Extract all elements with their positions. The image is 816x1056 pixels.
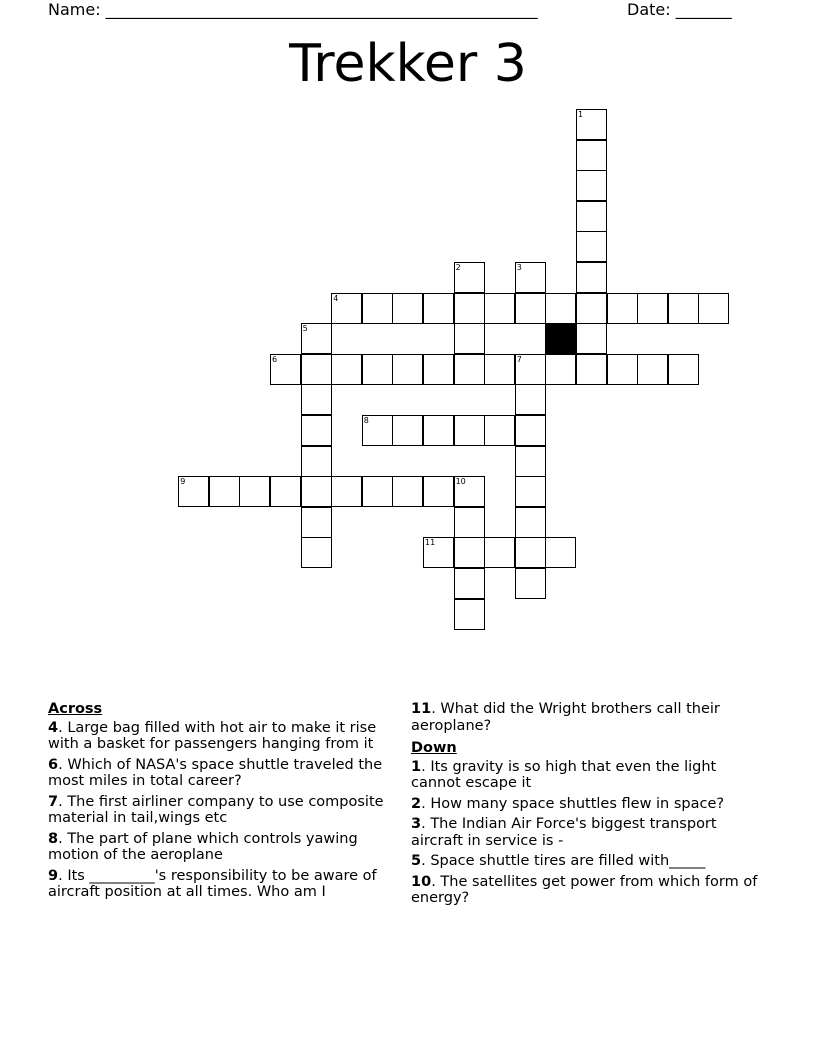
crossword-cell[interactable] [515, 415, 546, 446]
clues-column-right [411, 701, 761, 911]
crossword-cell[interactable] [454, 262, 485, 293]
crossword-cell[interactable] [454, 415, 485, 446]
crossword-cell[interactable] [545, 537, 576, 568]
cell-number: 4 [333, 293, 339, 303]
clue-number: 7 [48, 793, 59, 810]
crossword-cell[interactable] [178, 476, 209, 507]
crossword-cell[interactable] [668, 354, 699, 385]
crossword-cell[interactable] [239, 476, 270, 507]
crossword-cell[interactable] [331, 354, 362, 385]
clue-number: 8 [48, 830, 59, 847]
crossword-cell[interactable] [515, 568, 546, 599]
crossword-cell[interactable] [576, 201, 607, 232]
crossword-cell[interactable] [301, 476, 332, 507]
crossword-cell[interactable] [301, 446, 332, 477]
clue-text: The first airliner company to use composite material in tail,wings etc [48, 793, 384, 826]
clues-column-left [48, 701, 393, 905]
crossword-cell[interactable] [270, 476, 301, 507]
crossword-cell[interactable] [301, 537, 332, 568]
crossword-cell[interactable] [454, 354, 485, 385]
crossword-cell[interactable] [392, 415, 423, 446]
crossword-cell[interactable] [454, 507, 485, 538]
crossword-cell[interactable] [576, 323, 607, 354]
across-clue-9: 9. Its _________'s responsibility to be aware of aircraft position at all times. Who am I [48, 867, 377, 900]
clue-number: 10 [411, 873, 432, 890]
crossword-cell[interactable] [484, 354, 515, 385]
crossword-cell[interactable] [576, 170, 607, 201]
cell-number: 8 [363, 416, 369, 425]
crossword-cell[interactable] [454, 568, 485, 599]
crossword-cell[interactable] [362, 293, 393, 324]
crossword-cell[interactable] [515, 446, 546, 477]
clue-number: 1 [411, 758, 422, 775]
crossword-cell[interactable] [484, 537, 515, 568]
clue-text: Which of NASA's space shuttle traveled the most miles in total career? [48, 756, 383, 789]
crossword-black-cell [545, 323, 576, 354]
clue-number: 9 [48, 867, 59, 884]
across-heading: Across [48, 701, 103, 717]
clue-number: 3 [411, 816, 422, 832]
crossword-cell[interactable] [301, 384, 332, 415]
crossword-cell[interactable] [423, 476, 454, 507]
down-clue-1: 1. Its gravity is so high that even the light cannot escape it [411, 758, 717, 791]
crossword-cell[interactable] [576, 140, 607, 171]
crossword-cell[interactable] [545, 354, 576, 385]
clue-number: 2 [411, 795, 422, 812]
crossword-cell[interactable] [423, 537, 454, 568]
down-clue-5: 5. Space shuttle tires are filled with_____ [411, 853, 706, 869]
cell-number: 5 [302, 324, 308, 334]
clue-text: Large bag filled with hot air to make it rise with a basket for passengers hanging from it [48, 719, 377, 752]
crossword-cell[interactable] [454, 537, 485, 568]
down-clue-2: 2. How many space shuttles flew in space? [411, 795, 725, 812]
clue-text: The satellites get power from which form of energy? [411, 873, 758, 906]
clue-number: 11 [411, 701, 432, 717]
clue-text: Its _________'s responsibility to be aware of aircraft position at all times. Who am I [48, 867, 377, 900]
clue-text: The Indian Air Force's biggest transport aircraft in service is - [411, 816, 717, 849]
cell-number: 1 [578, 110, 584, 119]
crossword-cell[interactable] [515, 476, 546, 507]
crossword-cell[interactable] [209, 476, 240, 507]
crossword-cell[interactable] [515, 537, 546, 568]
date-field-label: Date: _______ [627, 0, 732, 19]
clue-text: Space shuttle tires are filled with_____ [430, 853, 706, 869]
across-clue-6: 6. Which of NASA's space shuttle traveled the most miles in total career? [48, 756, 383, 789]
crossword-cell[interactable] [576, 109, 607, 140]
crossword-cell[interactable] [576, 231, 607, 262]
crossword-cell[interactable] [331, 293, 362, 324]
crossword-cell[interactable] [362, 415, 393, 446]
cell-number: 7 [516, 354, 522, 364]
crossword-cell[interactable] [484, 415, 515, 446]
clue-text: The part of plane which controls yawing motion of the aeroplane [48, 830, 358, 863]
across-clue-8: 8. The part of plane which controls yawing motion of the aeroplane [48, 830, 358, 863]
clue-number: 5 [411, 853, 422, 869]
crossword-cell[interactable] [454, 323, 485, 354]
down-heading: Down [411, 740, 457, 756]
crossword-cell[interactable] [515, 354, 546, 385]
crossword-cell[interactable] [607, 293, 638, 324]
crossword-cell[interactable] [301, 354, 332, 385]
clue-number: 4 [48, 719, 59, 736]
cell-number: 6 [272, 354, 278, 364]
crossword-cell[interactable] [362, 354, 393, 385]
crossword-cell[interactable] [576, 293, 607, 324]
crossword-cell[interactable] [392, 354, 423, 385]
crossword-cell[interactable] [423, 415, 454, 446]
crossword-cell[interactable] [515, 262, 546, 293]
cell-number: 11 [425, 538, 436, 548]
crossword-cell[interactable] [607, 354, 638, 385]
crossword-cell[interactable] [423, 293, 454, 324]
puzzle-title: Trekker 3 [289, 34, 527, 94]
crossword-cell[interactable] [637, 354, 668, 385]
clue-text: Its gravity is so high that even the light cannot escape it [411, 758, 717, 791]
cell-number: 10 [455, 477, 466, 487]
crossword-cell[interactable] [301, 415, 332, 446]
crossword-cell[interactable] [362, 476, 393, 507]
crossword-cell[interactable] [515, 507, 546, 538]
crossword-cell[interactable] [454, 599, 485, 630]
crossword-cell[interactable] [484, 293, 515, 324]
cell-number: 2 [455, 263, 461, 272]
crossword-cell[interactable] [301, 323, 332, 354]
crossword-cell[interactable] [331, 476, 362, 507]
crossword-cell[interactable] [515, 384, 546, 415]
crossword-cell[interactable] [545, 293, 576, 324]
crossword-cell[interactable] [637, 293, 668, 324]
crossword-cell[interactable] [392, 293, 423, 324]
name-field-label: Name: ______________________________________________________ [48, 0, 538, 19]
clue-text: What did the Wright brothers call their aeroplane? [411, 701, 720, 734]
across-clue-4: 4. Large bag filled with hot air to make it rise with a basket for passengers hanging from it [48, 719, 377, 752]
cell-number: 3 [516, 263, 522, 272]
cell-number: 9 [180, 477, 186, 487]
crossword-cell[interactable] [392, 476, 423, 507]
crossword-cell[interactable] [423, 354, 454, 385]
crossword-cell[interactable] [454, 476, 485, 507]
clue-text: How many space shuttles flew in space? [430, 795, 725, 812]
crossword-cell[interactable] [576, 354, 607, 385]
down-clue-10: 10. The satellites get power from which form of energy? [411, 873, 758, 906]
crossword-cell[interactable] [515, 293, 546, 324]
down-clue-3: 3. The Indian Air Force's biggest transport aircraft in service is - [411, 816, 717, 849]
crossword-cell[interactable] [270, 354, 301, 385]
clue-number: 6 [48, 756, 59, 773]
crossword-cell[interactable] [301, 507, 332, 538]
across-clue-7: 7. The first airliner company to use composite material in tail,wings etc [48, 793, 384, 826]
across-clue-11: 11. What did the Wright brothers call their aeroplane? [411, 701, 720, 734]
crossword-cell[interactable] [698, 293, 729, 324]
crossword-cell[interactable] [576, 262, 607, 293]
crossword-cell[interactable] [668, 293, 699, 324]
crossword-cell[interactable] [454, 293, 485, 324]
